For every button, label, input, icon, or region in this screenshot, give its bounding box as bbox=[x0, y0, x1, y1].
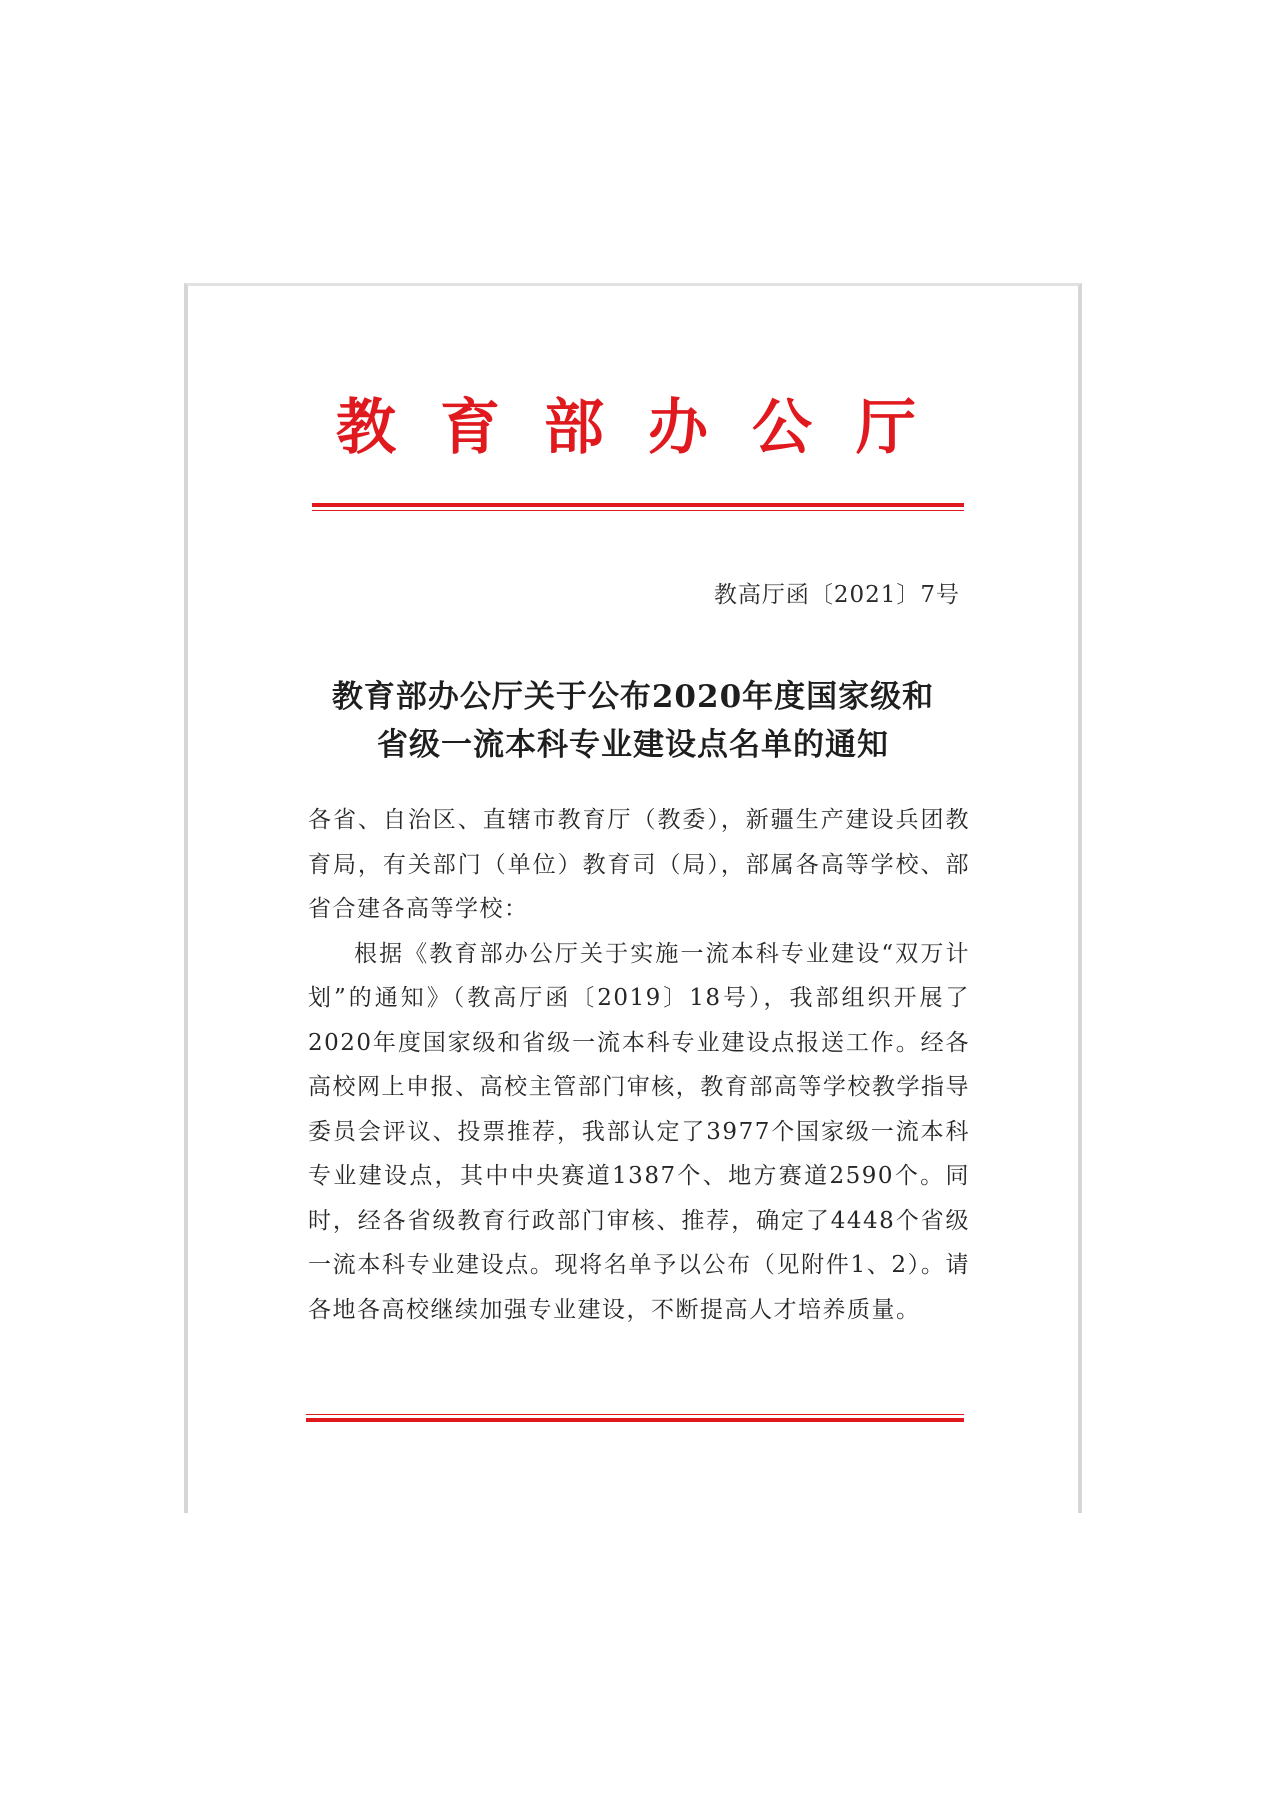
letterhead-title: 教育部办公厅 bbox=[336, 393, 960, 463]
document-title bbox=[188, 673, 1078, 769]
document-body bbox=[308, 798, 970, 1332]
footer-red-rule bbox=[306, 1414, 964, 1422]
recipients-paragraph: 各省、自治区、直辖市教育厅（教委），新疆生产建设兵团教育局，有关部门（单位）教育司（局），部属各高等学校、部省合建各高等学校： bbox=[308, 807, 970, 922]
document-title-line: 教育部办公厅关于公布2020年度国家级和 bbox=[331, 679, 935, 715]
letterhead-red-rule bbox=[312, 503, 964, 511]
document-number: 教高厅函〔2021〕7号 bbox=[713, 582, 960, 608]
document-title-line: 省级一流本科专业建设点名单的通知 bbox=[377, 727, 889, 763]
body-paragraph: 根据《教育部办公厅关于实施一流本科专业建设“双万计划”的通知》（教高厅函〔2019〕18号），我部组织开展了2020年度国家级和省级一流本科专业建设点报送工作。经各高校网上申报、高校主管部门审核，教育部高等学校教学指导委员会评议、投票推荐，我部认定了3977个国家级一流本科专业建设点，其中中央赛道1387个、地方赛道2590个。同时，经各省级教育行政部门审核、推荐，确定了4448个省级一流本科专业建设点。现将名单予以公布（见附件1、2）。请各地各高校继续加强专业建设，不断提高人才培养质量。 bbox=[308, 940, 970, 1323]
document-page bbox=[184, 283, 1082, 1513]
